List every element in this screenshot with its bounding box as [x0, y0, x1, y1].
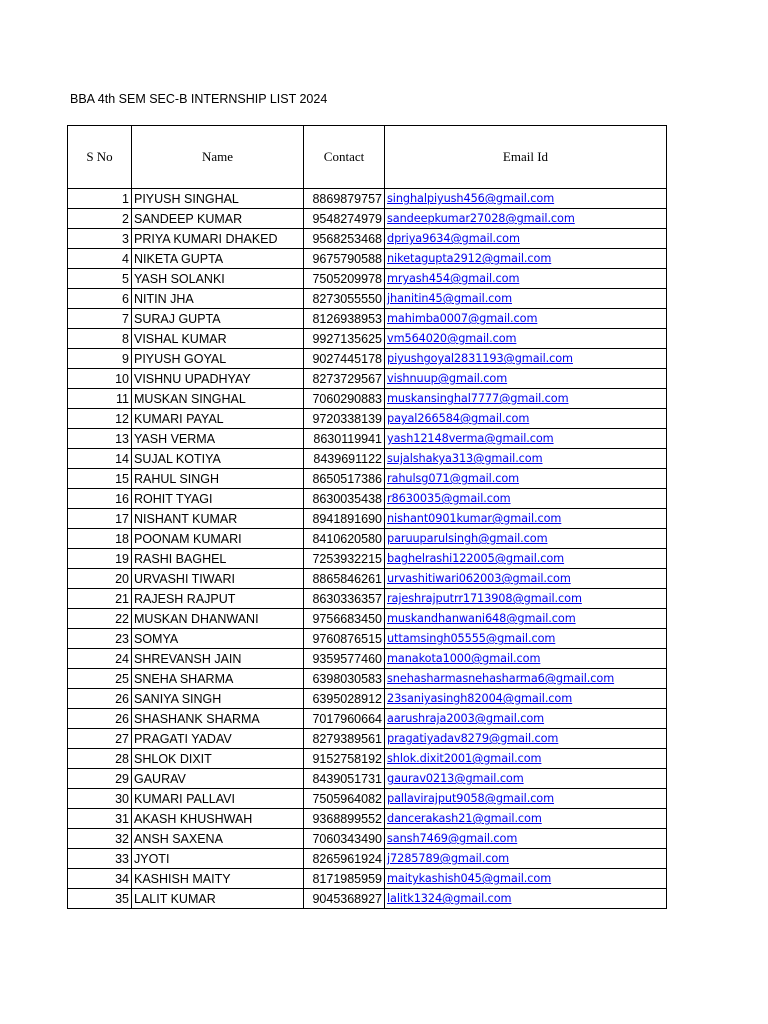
row-name: VISHNU UPADHYAY [132, 369, 304, 389]
table-row [68, 689, 667, 709]
row-sno: 19 [68, 549, 132, 569]
row-email-cell [385, 669, 667, 689]
row-email-cell [385, 529, 667, 549]
row-contact: 7060343490 [304, 829, 385, 849]
row-contact: 9927135625 [304, 329, 385, 349]
row-sno: 22 [68, 609, 132, 629]
email-link[interactable]: pragatiyadav8279@gmail.com [387, 732, 559, 745]
email-link[interactable]: muskandhanwani648@gmail.com [387, 612, 576, 625]
table-row [68, 469, 667, 489]
table-row [68, 829, 667, 849]
email-link[interactable]: sandeepkumar27028@gmail.com [387, 212, 575, 225]
row-email-cell [385, 569, 667, 589]
row-email-cell [385, 889, 667, 909]
table-row [68, 369, 667, 389]
row-sno: 12 [68, 409, 132, 429]
row-name: PRAGATI YADAV [132, 729, 304, 749]
row-email-cell [385, 689, 667, 709]
row-sno: 17 [68, 509, 132, 529]
row-name: SOMYA [132, 629, 304, 649]
table-row [68, 529, 667, 549]
row-sno: 20 [68, 569, 132, 589]
row-contact: 9675790588 [304, 249, 385, 269]
row-name: YASH SOLANKI [132, 269, 304, 289]
row-contact: 8630336357 [304, 589, 385, 609]
table-row [68, 889, 667, 909]
row-contact: 7505964082 [304, 789, 385, 809]
email-link[interactable]: 23saniyasingh82004@gmail.com [387, 692, 573, 705]
row-name: NISHANT KUMAR [132, 509, 304, 529]
row-sno: 21 [68, 589, 132, 609]
email-link[interactable]: mryash454@gmail.com [387, 272, 520, 285]
row-email-cell [385, 609, 667, 629]
email-link[interactable]: vishnuup@gmail.com [387, 372, 508, 385]
table-row [68, 189, 667, 209]
row-name: AKASH KHUSHWAH [132, 809, 304, 829]
row-sno: 11 [68, 389, 132, 409]
row-sno: 9 [68, 349, 132, 369]
row-name: KASHISH MAITY [132, 869, 304, 889]
email-link[interactable]: dpriya9634@gmail.com [387, 232, 520, 245]
row-sno: 26 [68, 709, 132, 729]
row-contact: 7017960664 [304, 709, 385, 729]
table-row [68, 869, 667, 889]
row-sno: 1 [68, 189, 132, 209]
row-sno: 23 [68, 629, 132, 649]
row-email-cell [385, 249, 667, 269]
row-name: SHASHANK SHARMA [132, 709, 304, 729]
row-sno: 5 [68, 269, 132, 289]
page-title: BBA 4th SEM SEC-B INTERNSHIP LIST 2024 [70, 92, 328, 106]
row-name: JYOTI [132, 849, 304, 869]
table-row [68, 609, 667, 629]
row-sno: 6 [68, 289, 132, 309]
header-sno: S No [68, 126, 132, 189]
row-contact: 9027445178 [304, 349, 385, 369]
internship-table [67, 125, 667, 909]
header-email: Email Id [385, 126, 667, 189]
row-email-cell [385, 649, 667, 669]
row-contact: 8941891690 [304, 509, 385, 529]
table-row [68, 589, 667, 609]
row-contact: 9720338139 [304, 409, 385, 429]
table-row [68, 569, 667, 589]
email-link[interactable]: baghelrashi122005@gmail.com [387, 552, 565, 565]
row-sno: 10 [68, 369, 132, 389]
row-email-cell [385, 409, 667, 429]
row-contact: 9152758192 [304, 749, 385, 769]
row-name: YASH VERMA [132, 429, 304, 449]
row-name: SUJAL KOTIYA [132, 449, 304, 469]
row-name: VISHAL KUMAR [132, 329, 304, 349]
row-name: POONAM KUMARI [132, 529, 304, 549]
row-name: NITIN JHA [132, 289, 304, 309]
email-link[interactable]: vm564020@gmail.com [387, 332, 517, 345]
email-link[interactable]: dancerakash21@gmail.com [387, 812, 542, 825]
row-sno: 25 [68, 669, 132, 689]
table-row [68, 649, 667, 669]
email-link[interactable]: muskansinghal7777@gmail.com [387, 392, 569, 405]
row-name: MUSKAN SINGHAL [132, 389, 304, 409]
table-row [68, 549, 667, 569]
row-email-cell [385, 449, 667, 469]
row-name: MUSKAN DHANWANI [132, 609, 304, 629]
row-email-cell [385, 469, 667, 489]
table-row [68, 289, 667, 309]
email-link[interactable]: jhanitin45@gmail.com [387, 292, 513, 305]
row-name: PIYUSH SINGHAL [132, 189, 304, 209]
row-contact: 7060290883 [304, 389, 385, 409]
row-name: GAURAV [132, 769, 304, 789]
row-email-cell [385, 589, 667, 609]
row-email-cell [385, 489, 667, 509]
email-link[interactable]: piyushgoyal2831193@gmail.com [387, 352, 573, 365]
table-row [68, 229, 667, 249]
table-row [68, 789, 667, 809]
email-link[interactable]: singhalpiyush456@gmail.com [387, 192, 555, 205]
table-row [68, 629, 667, 649]
row-contact: 6395028912 [304, 689, 385, 709]
row-email-cell [385, 289, 667, 309]
row-contact: 8630035438 [304, 489, 385, 509]
row-sno: 27 [68, 729, 132, 749]
email-link[interactable]: pallavirajput9058@gmail.com [387, 792, 555, 805]
email-link[interactable]: gaurav0213@gmail.com [387, 772, 524, 785]
row-email-cell [385, 209, 667, 229]
row-sno: 31 [68, 809, 132, 829]
email-link[interactable]: j7285789@gmail.com [387, 852, 510, 865]
row-contact: 9548274979 [304, 209, 385, 229]
header-name: Name [132, 126, 304, 189]
table-row [68, 389, 667, 409]
row-name: KUMARI PAYAL [132, 409, 304, 429]
row-contact: 8171985959 [304, 869, 385, 889]
row-sno: 15 [68, 469, 132, 489]
row-name: PIYUSH GOYAL [132, 349, 304, 369]
email-link[interactable]: payal266584@gmail.com [387, 412, 530, 425]
row-contact: 9756683450 [304, 609, 385, 629]
email-link[interactable]: lalitk1324@gmail.com [387, 892, 512, 905]
row-sno: 29 [68, 769, 132, 789]
email-link[interactable]: manakota1000@gmail.com [387, 652, 541, 665]
row-contact: 7253932215 [304, 549, 385, 569]
row-contact: 8126938953 [304, 309, 385, 329]
email-link[interactable]: paruuparulsingh@gmail.com [387, 532, 548, 545]
table-row [68, 509, 667, 529]
row-email-cell [385, 849, 667, 869]
email-link[interactable]: sansh7469@gmail.com [387, 832, 518, 845]
table-body [68, 189, 667, 909]
row-email-cell [385, 729, 667, 749]
row-contact: 8869879757 [304, 189, 385, 209]
row-email-cell [385, 389, 667, 409]
email-link[interactable]: rahulsg071@gmail.com [387, 472, 520, 485]
row-sno: 14 [68, 449, 132, 469]
email-link[interactable]: urvashitiwari062003@gmail.com [387, 572, 571, 585]
row-sno: 34 [68, 869, 132, 889]
table-row [68, 329, 667, 349]
row-name: RASHI BAGHEL [132, 549, 304, 569]
row-email-cell [385, 309, 667, 329]
email-link[interactable]: yash12148verma@gmail.com [387, 432, 554, 445]
email-link[interactable]: aarushraja2003@gmail.com [387, 712, 545, 725]
row-name: SANDEEP KUMAR [132, 209, 304, 229]
row-name: SHLOK DIXIT [132, 749, 304, 769]
row-email-cell [385, 189, 667, 209]
table-row [68, 809, 667, 829]
row-sno: 4 [68, 249, 132, 269]
row-email-cell [385, 789, 667, 809]
row-name: KUMARI PALLAVI [132, 789, 304, 809]
table-row [68, 249, 667, 269]
table-row [68, 269, 667, 289]
row-sno: 2 [68, 209, 132, 229]
table-row [68, 709, 667, 729]
row-email-cell [385, 769, 667, 789]
row-sno: 16 [68, 489, 132, 509]
row-sno: 7 [68, 309, 132, 329]
email-link[interactable]: uttamsingh05555@gmail.com [387, 632, 556, 645]
row-sno: 32 [68, 829, 132, 849]
row-contact: 8630119941 [304, 429, 385, 449]
table-row [68, 769, 667, 789]
row-contact: 8439051731 [304, 769, 385, 789]
row-name: URVASHI TIWARI [132, 569, 304, 589]
row-email-cell [385, 509, 667, 529]
email-link[interactable]: mahimba0007@gmail.com [387, 312, 538, 325]
row-name: SNEHA SHARMA [132, 669, 304, 689]
row-contact: 9045368927 [304, 889, 385, 909]
row-sno: 28 [68, 749, 132, 769]
table-row [68, 749, 667, 769]
table-row [68, 429, 667, 449]
row-email-cell [385, 269, 667, 289]
row-contact: 9568253468 [304, 229, 385, 249]
row-contact: 9760876515 [304, 629, 385, 649]
row-contact: 8865846261 [304, 569, 385, 589]
row-contact: 8279389561 [304, 729, 385, 749]
email-link[interactable]: rajeshrajputrr1713908@gmail.com [387, 592, 582, 605]
row-email-cell [385, 709, 667, 729]
row-name: SHREVANSH JAIN [132, 649, 304, 669]
row-sno: 26 [68, 689, 132, 709]
row-sno: 35 [68, 889, 132, 909]
email-link[interactable]: maitykashish045@gmail.com [387, 872, 552, 885]
header-contact: Contact [304, 126, 385, 189]
row-email-cell [385, 349, 667, 369]
row-sno: 8 [68, 329, 132, 349]
row-contact: 8273055550 [304, 289, 385, 309]
row-contact: 6398030583 [304, 669, 385, 689]
row-name: RAJESH RAJPUT [132, 589, 304, 609]
row-email-cell [385, 549, 667, 569]
table-row [68, 409, 667, 429]
row-name: ROHIT TYAGI [132, 489, 304, 509]
row-email-cell [385, 629, 667, 649]
table-row [68, 449, 667, 469]
row-email-cell [385, 369, 667, 389]
row-sno: 3 [68, 229, 132, 249]
row-contact: 8650517386 [304, 469, 385, 489]
table-header-row [68, 126, 667, 189]
row-contact: 8410620580 [304, 529, 385, 549]
email-link[interactable]: nishant0901kumar@gmail.com [387, 512, 562, 525]
row-contact: 8273729567 [304, 369, 385, 389]
row-email-cell [385, 809, 667, 829]
table-row [68, 489, 667, 509]
row-email-cell [385, 749, 667, 769]
table-row [68, 349, 667, 369]
row-name: PRIYA KUMARI DHAKED [132, 229, 304, 249]
email-link[interactable]: sujalshakya313@gmail.com [387, 452, 543, 465]
email-link[interactable]: niketagupta2912@gmail.com [387, 252, 552, 265]
row-sno: 13 [68, 429, 132, 449]
email-link[interactable]: snehasharmasnehasharma6@gmail.com [387, 672, 615, 685]
row-name: ANSH SAXENA [132, 829, 304, 849]
row-name: SURAJ GUPTA [132, 309, 304, 329]
row-name: NIKETA GUPTA [132, 249, 304, 269]
row-sno: 24 [68, 649, 132, 669]
row-email-cell [385, 429, 667, 449]
table-row [68, 209, 667, 229]
row-sno: 30 [68, 789, 132, 809]
row-contact: 8265961924 [304, 849, 385, 869]
row-contact: 9359577460 [304, 649, 385, 669]
row-contact: 9368899552 [304, 809, 385, 829]
table-row [68, 849, 667, 869]
row-contact: 7505209978 [304, 269, 385, 289]
email-link[interactable]: shlok.dixit2001@gmail.com [387, 752, 542, 765]
row-name: SANIYA SINGH [132, 689, 304, 709]
row-contact: 8439691122 [304, 449, 385, 469]
email-link[interactable]: r8630035@gmail.com [387, 492, 511, 505]
row-sno: 18 [68, 529, 132, 549]
row-email-cell [385, 329, 667, 349]
row-email-cell [385, 229, 667, 249]
row-name: LALIT KUMAR [132, 889, 304, 909]
row-email-cell [385, 869, 667, 889]
row-email-cell [385, 829, 667, 849]
table-row [68, 309, 667, 329]
row-sno: 33 [68, 849, 132, 869]
row-name: RAHUL SINGH [132, 469, 304, 489]
table-row [68, 729, 667, 749]
table-row [68, 669, 667, 689]
